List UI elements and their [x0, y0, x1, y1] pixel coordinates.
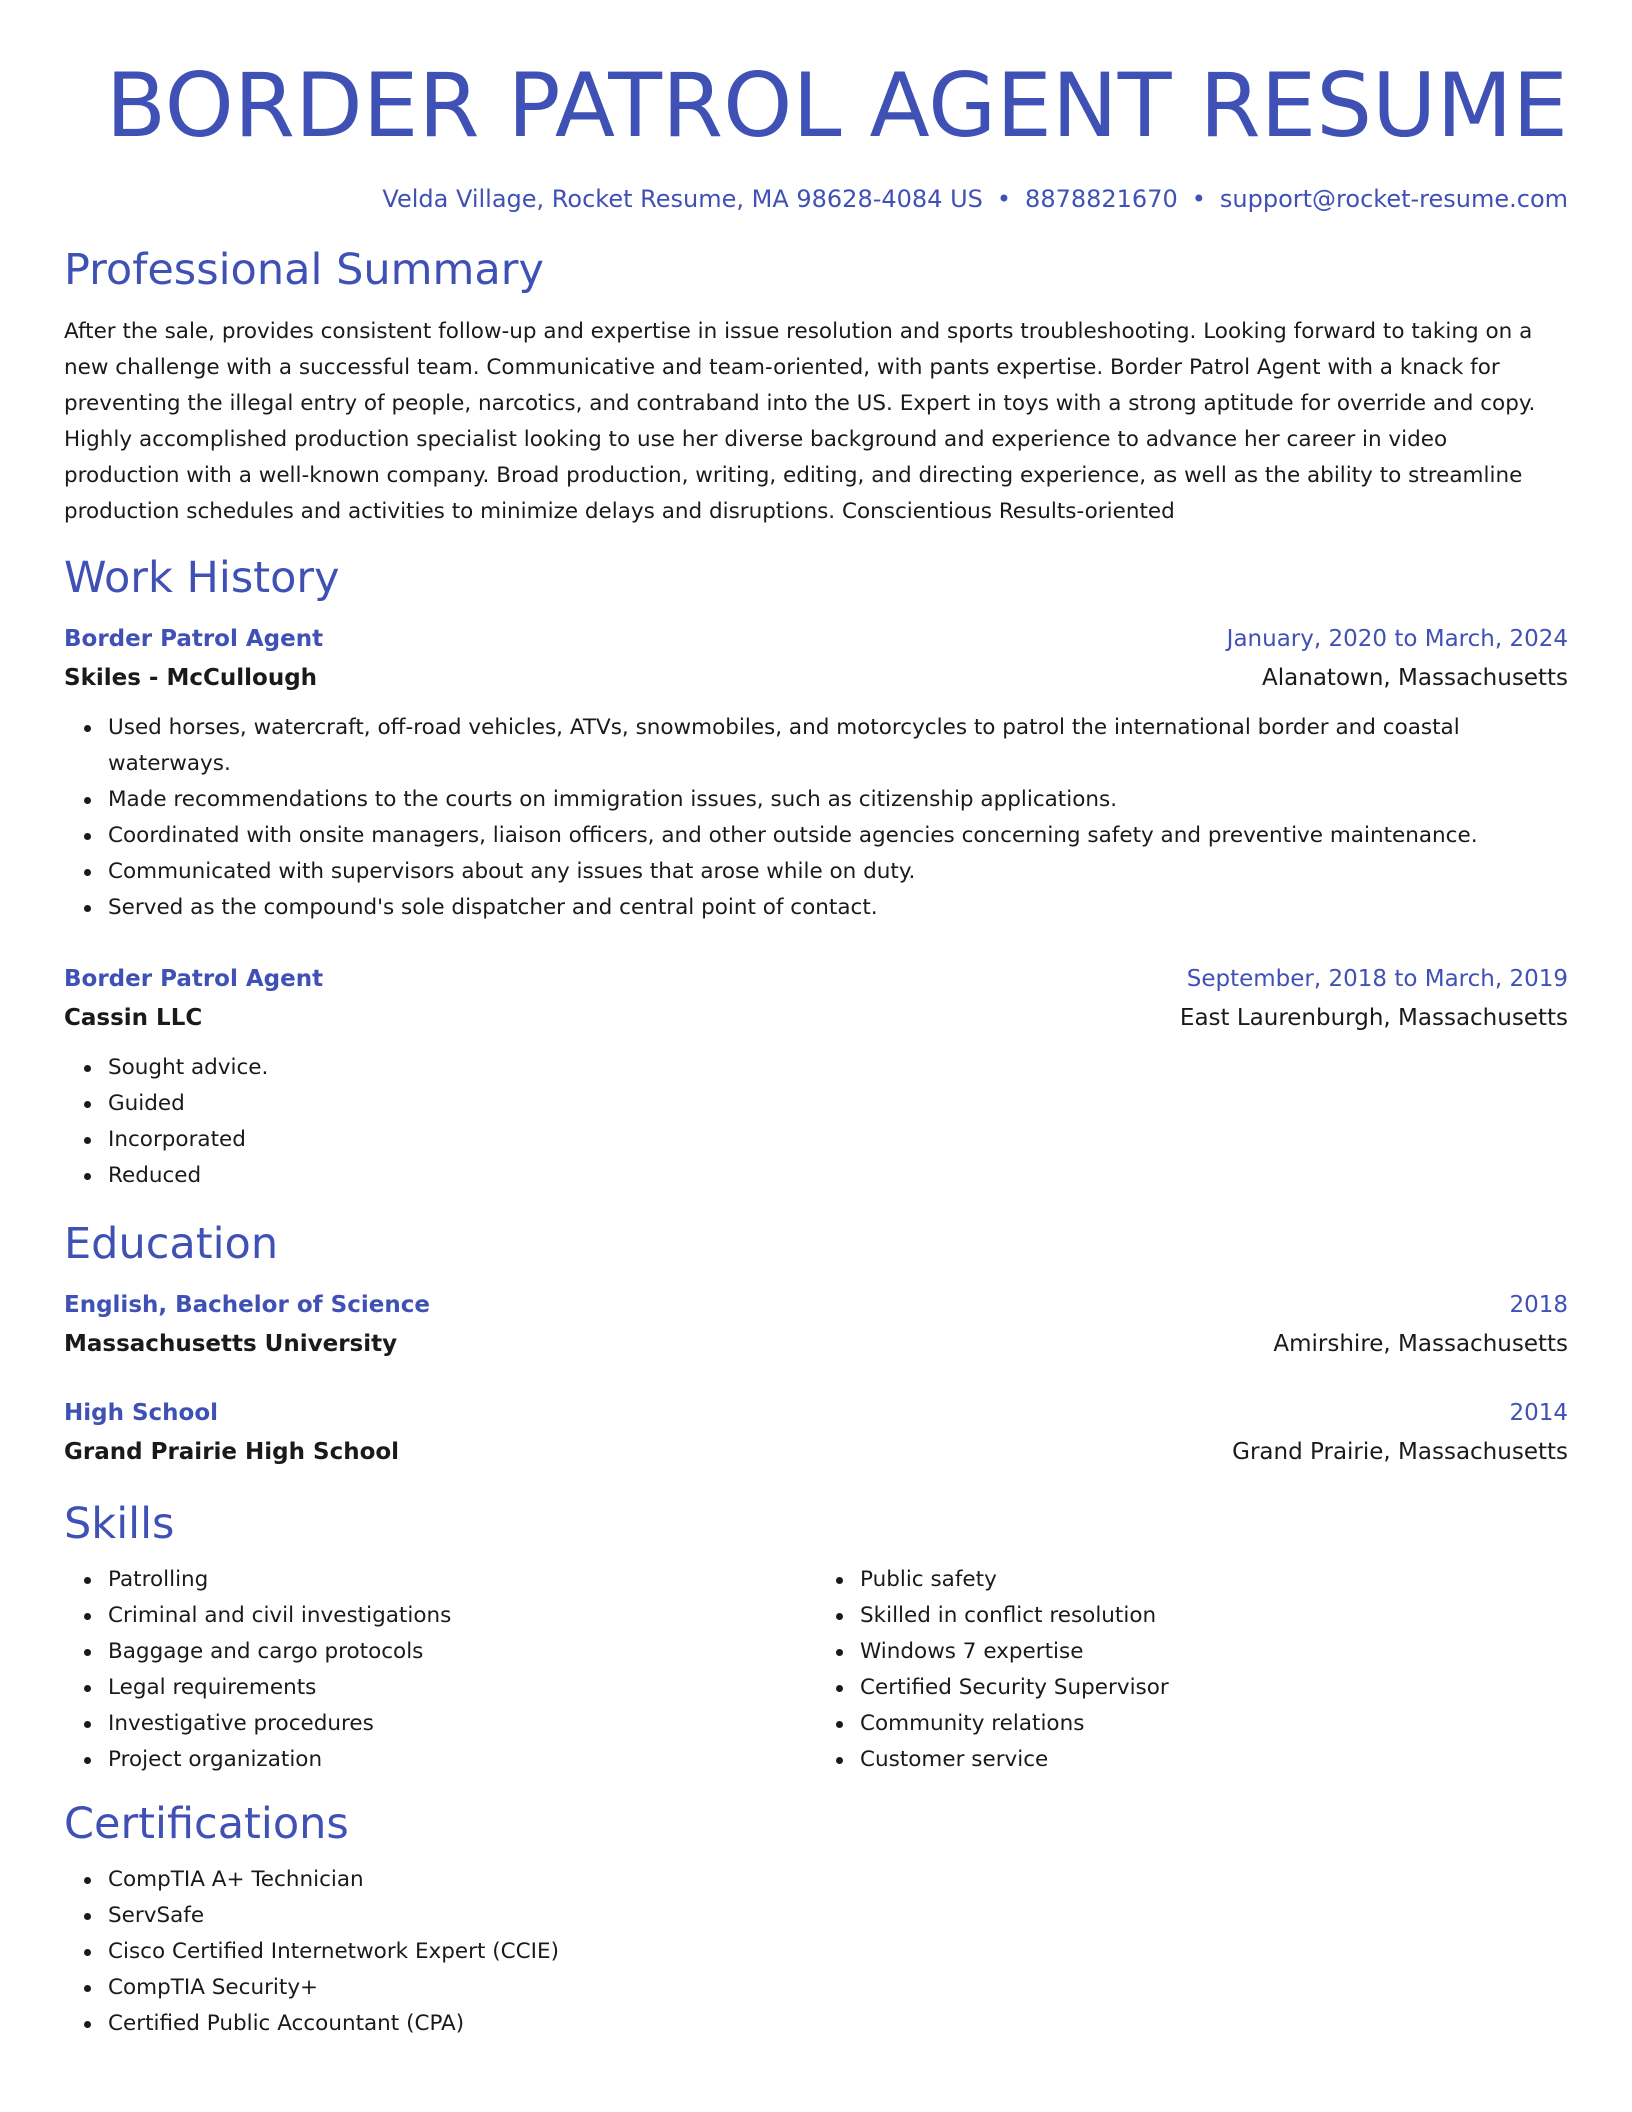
skills-column-right — [816, 1550, 1568, 1778]
job-bullet: Communicated with supervisors about any issues that arose while on duty. — [108, 854, 1568, 890]
job-bullets — [64, 1050, 1568, 1194]
job-company: Skiles - McCullough — [64, 665, 318, 691]
certification-item: CompTIA A+ Technician — [108, 1862, 1568, 1898]
job-bullet: Guided — [108, 1086, 1568, 1122]
certification-item: CompTIA Security+ — [108, 1970, 1568, 2006]
skill-item: Skilled in conflict resolution — [860, 1598, 1568, 1634]
certifications-list — [64, 1862, 1568, 2042]
summary-text: After the sale, provides consistent follow-up and expertise in issue resolution and sports troubleshooting. Looking forward to taking on a new challenge with a successful team. Communicative and team-oriented, with pants expertise. Border Patrol Agent with a knack for preventing the illegal entry of people, narcotics, and contraband into the US. Expert in toys with a strong aptitude for override and copy. Highly accomplished production specialist looking to use her diverse background and experience to advance her career in video production with a well-known company. Broad production, writing, editing, and directing experience, as well as the ability to streamline production schedules and activities to minimize delays and disruptions. Conscientious Results-oriented — [64, 319, 1536, 524]
job-bullet: Incorporated — [108, 1122, 1568, 1158]
job-dates: September, 2018 to March, 2019 — [1186, 966, 1568, 992]
job-company: Cassin LLC — [64, 1005, 203, 1031]
job-bullet: Reduced — [108, 1158, 1568, 1194]
education-entry — [64, 1394, 1568, 1472]
education-location: Amirshire, Massachusetts — [1273, 1331, 1568, 1357]
skill-item: Legal requirements — [108, 1670, 816, 1706]
skill-item: Certified Security Supervisor — [860, 1670, 1568, 1706]
skill-item: Project organization — [108, 1742, 816, 1778]
skills-column-left — [64, 1550, 816, 1778]
education-entry — [64, 1286, 1568, 1364]
job-title: Border Patrol Agent — [64, 966, 324, 992]
work-history-heading: Work History — [64, 553, 340, 603]
job-bullets — [64, 710, 1568, 926]
job-title-row — [64, 960, 1568, 999]
job-entry — [64, 960, 1568, 1194]
resume-title: BORDER PATROL AGENT RESUME — [105, 54, 1568, 157]
contact-email: support@rocket-resume.com — [1219, 185, 1568, 213]
contact-separator: • — [996, 185, 1012, 213]
job-bullet: Served as the compound's sole dispatcher and central point of contact. — [108, 890, 1568, 926]
summary-heading: Professional Summary — [64, 245, 544, 295]
skills-heading: Skills — [64, 1499, 175, 1549]
education-location: Grand Prairie, Massachusetts — [1232, 1439, 1568, 1465]
skill-item: Community relations — [860, 1706, 1568, 1742]
skill-item: Windows 7 expertise — [860, 1634, 1568, 1670]
education-school-row — [64, 1433, 1568, 1472]
job-entry — [64, 620, 1568, 926]
resume-header — [64, 52, 1568, 214]
certification-item: Certified Public Accountant (CPA) — [108, 2006, 1568, 2042]
skill-item: Public safety — [860, 1562, 1568, 1598]
job-company-row — [64, 659, 1568, 698]
job-dates: January, 2020 to March, 2024 — [1226, 626, 1568, 652]
education-degree-row — [64, 1394, 1568, 1433]
skill-item: Baggage and cargo protocols — [108, 1634, 816, 1670]
education-year: 2014 — [1509, 1400, 1568, 1426]
job-bullet: Made recommendations to the courts on immigration issues, such as citizenship applications. — [108, 782, 1568, 818]
job-location: Alanatown, Massachusetts — [1262, 665, 1568, 691]
job-company-row — [64, 999, 1568, 1038]
job-title-row — [64, 620, 1568, 659]
education-school: Massachusetts University — [64, 1331, 398, 1357]
contact-separator: • — [1191, 185, 1206, 213]
skill-item: Investigative procedures — [108, 1706, 816, 1742]
education-degree: English, Bachelor of Science — [64, 1292, 430, 1318]
certification-item: ServSafe — [108, 1898, 1568, 1934]
skills-list — [64, 1562, 816, 1778]
skill-item: Patrolling — [108, 1562, 816, 1598]
contact-line — [64, 184, 1568, 214]
certifications-heading: Certifications — [64, 1799, 349, 1849]
certification-item: Cisco Certified Internetwork Expert (CCIE) — [108, 1934, 1568, 1970]
education-degree-row — [64, 1286, 1568, 1325]
job-location: East Laurenburgh, Massachusetts — [1179, 1005, 1568, 1031]
job-bullet: Sought advice. — [108, 1050, 1568, 1086]
job-title: Border Patrol Agent — [64, 626, 324, 652]
skill-item: Customer service — [860, 1742, 1568, 1778]
contact-phone: 8878821670 — [1025, 185, 1178, 213]
education-year: 2018 — [1509, 1292, 1568, 1318]
job-bullet: Used horses, watercraft, off-road vehicles, ATVs, snowmobiles, and motorcycles to patrol the international border and coastal waterways. — [108, 710, 1568, 782]
education-school-row — [64, 1325, 1568, 1364]
contact-address: Velda Village, Rocket Resume, MA 98628-4084 US — [382, 185, 983, 213]
education-school: Grand Prairie High School — [64, 1439, 400, 1465]
skills-columns — [64, 1550, 1568, 1778]
skills-list — [816, 1562, 1568, 1778]
education-degree: High School — [64, 1400, 219, 1426]
job-bullet: Coordinated with onsite managers, liaison officers, and other outside agencies concerning safety and preventive maintenance. — [108, 818, 1568, 854]
education-heading: Education — [64, 1219, 279, 1269]
skill-item: Criminal and civil investigations — [108, 1598, 816, 1634]
